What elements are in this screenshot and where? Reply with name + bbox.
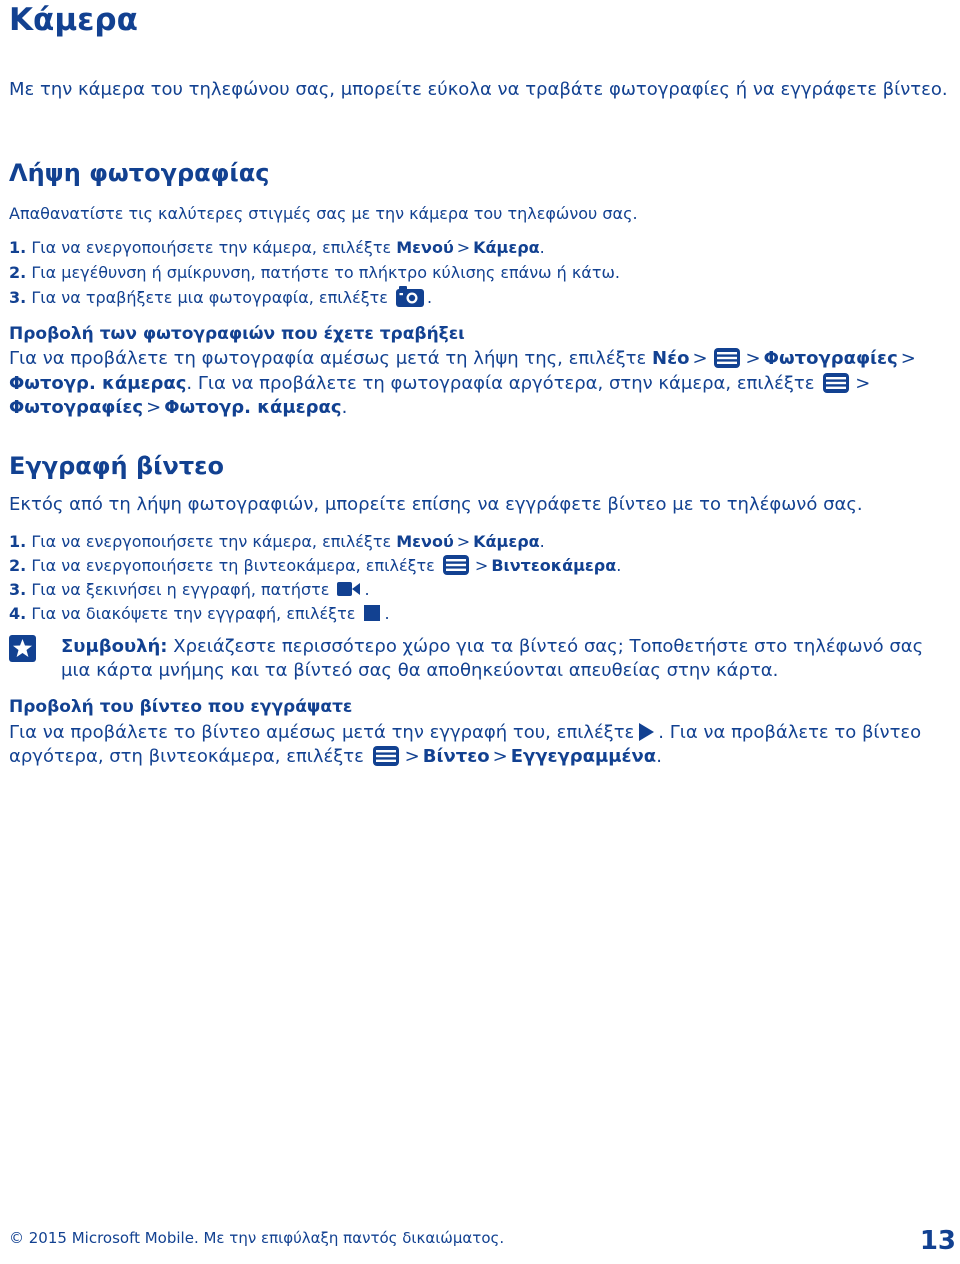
record-icon[interactable] [337, 581, 361, 597]
separator: > [146, 397, 162, 418]
page-title: Κάμερα [9, 2, 138, 38]
tip-label: Συμβουλή: [61, 636, 168, 657]
photos-link[interactable]: Φωτογραφίες [9, 397, 144, 418]
step-number: 3. [9, 288, 27, 307]
photo-intro: Απαθανατίστε τις καλύτερες στιγμές σας με την κάμερα του τηλεφώνου σας. [9, 204, 638, 223]
menu-link[interactable]: Μενού [396, 238, 454, 257]
video-camera-link[interactable]: Βιντεοκάμερα [491, 556, 617, 575]
intro-text: Με την κάμερα του τηλεφώνου σας, μπορείτε εύκολα να τραβάτε φωτογραφίες ή να εγγράφετε βίντεο. [9, 79, 948, 100]
menu-link[interactable]: Μενού [396, 532, 454, 551]
section-heading-view-photos: Προβολή των φωτογραφιών που έχετε τραβήξει [9, 324, 465, 344]
menu-icon[interactable] [373, 746, 399, 766]
section-heading-photo: Λήψη φωτογραφίας [9, 159, 270, 187]
star-icon [9, 635, 36, 662]
text: Για να προβάλετε το βίντεο αμέσως μετά την εγγραφή του, επιλέξτε [9, 722, 635, 743]
menu-icon[interactable] [443, 555, 469, 575]
video-step-1 [9, 530, 545, 554]
camera-link[interactable]: Κάμερα [473, 532, 540, 551]
photo-step-1 [9, 236, 545, 260]
step-number: 4. [9, 604, 27, 623]
step-number: 2. [9, 263, 27, 282]
separator: > [456, 532, 471, 551]
camera-link[interactable]: Κάμερα [473, 238, 540, 257]
separator: > [404, 746, 420, 767]
menu-icon[interactable] [714, 348, 740, 368]
section-heading-view-video: Προβολή του βίντεο που εγγράψατε [9, 697, 353, 717]
step-end: . [539, 238, 545, 257]
tip-body: Χρειάζεστε περισσότερο χώρο για τα βίντεό σας; Τοποθετήστε στο τηλέφωνό σας μια κάρτα μνήμης και τα βίντεό σας θα αποθηκεύονται απευθείας στην κάρτα. [61, 636, 924, 681]
separator: > [456, 238, 471, 257]
step-number: 3. [9, 580, 27, 599]
tip-text [61, 635, 956, 683]
text: αργότερα, στη βιντεοκάμερα, επιλέξτε [9, 746, 364, 767]
step-end: . [616, 556, 622, 575]
stop-icon[interactable] [363, 604, 381, 622]
camera-photos-link[interactable]: Φωτογρ. κάμερας [164, 397, 342, 418]
menu-icon[interactable] [823, 373, 849, 393]
text: Για να προβάλετε τη φωτογραφία αμέσως μετά τη λήψη της, επιλέξτε [9, 348, 647, 369]
camera-photos-link[interactable]: Φωτογρ. κάμερας [9, 373, 187, 394]
separator: > [492, 746, 508, 767]
camera-icon[interactable] [396, 286, 424, 307]
video-link[interactable]: Βίντεο [422, 746, 490, 767]
step-number: 1. [9, 238, 27, 257]
line-end: . [656, 746, 662, 767]
new-link[interactable]: Νέο [652, 348, 690, 369]
step-text: Για να ενεργοποιήσετε την κάμερα, επιλέξτε [31, 238, 392, 257]
step-text: Για να ξεκινήσει η εγγραφή, πατήστε [31, 580, 330, 599]
view-photos-line-2 [9, 372, 873, 396]
page-number: 13 [919, 1226, 956, 1256]
separator: > [745, 348, 761, 369]
photo-step-3 [9, 286, 432, 310]
view-photos-line-1 [9, 347, 919, 371]
video-step-4 [9, 602, 390, 626]
footer-copyright: © 2015 Microsoft Mobile. Με την επιφύλαξη παντός δικαιώματος. [9, 1229, 505, 1247]
view-video-line-1 [9, 721, 921, 745]
line-end: . [341, 397, 348, 418]
step-text: Για μεγέθυνση ή σμίκρυνση, πατήστε το πλήκτρο κύλισης επάνω ή κάτω. [31, 263, 620, 282]
play-icon[interactable] [637, 722, 655, 742]
step-end: . [364, 580, 370, 599]
step-text: Για να ενεργοποιήσετε την κάμερα, επιλέξτε [31, 532, 392, 551]
step-text: Για να τραβήξετε μια φωτογραφία, επιλέξτε [31, 288, 388, 307]
step-text: Για να ενεργοποιήσετε τη βιντεοκάμερα, επιλέξτε [31, 556, 435, 575]
separator: > [900, 348, 916, 369]
step-end: . [384, 604, 390, 623]
video-step-3 [9, 578, 370, 602]
separator: > [474, 556, 489, 575]
view-photos-line-3 [9, 396, 347, 420]
recorded-link[interactable]: Εγγεγραμμένα [510, 746, 657, 767]
separator: > [855, 373, 871, 394]
step-text: Για να διακόψετε την εγγραφή, επιλέξτε [31, 604, 356, 623]
step-number: 2. [9, 556, 27, 575]
section-heading-video: Εγγραφή βίντεο [9, 452, 225, 480]
step-end: . [427, 288, 433, 307]
separator: > [692, 348, 708, 369]
photo-step-2 [9, 261, 620, 285]
step-end: . [539, 532, 545, 551]
step-number: 1. [9, 532, 27, 551]
text: . Για να προβάλετε το βίντεο [658, 722, 922, 743]
video-step-2 [9, 554, 621, 578]
video-intro: Εκτός από τη λήψη φωτογραφιών, μπορείτε επίσης να εγγράφετε βίντεο με το τηλέφωνό σας. [9, 494, 863, 515]
text: . Για να προβάλετε τη φωτογραφία αργότερα, στην κάμερα, επιλέξτε [186, 373, 815, 394]
view-video-line-2 [9, 745, 662, 769]
photos-link[interactable]: Φωτογραφίες [763, 348, 898, 369]
